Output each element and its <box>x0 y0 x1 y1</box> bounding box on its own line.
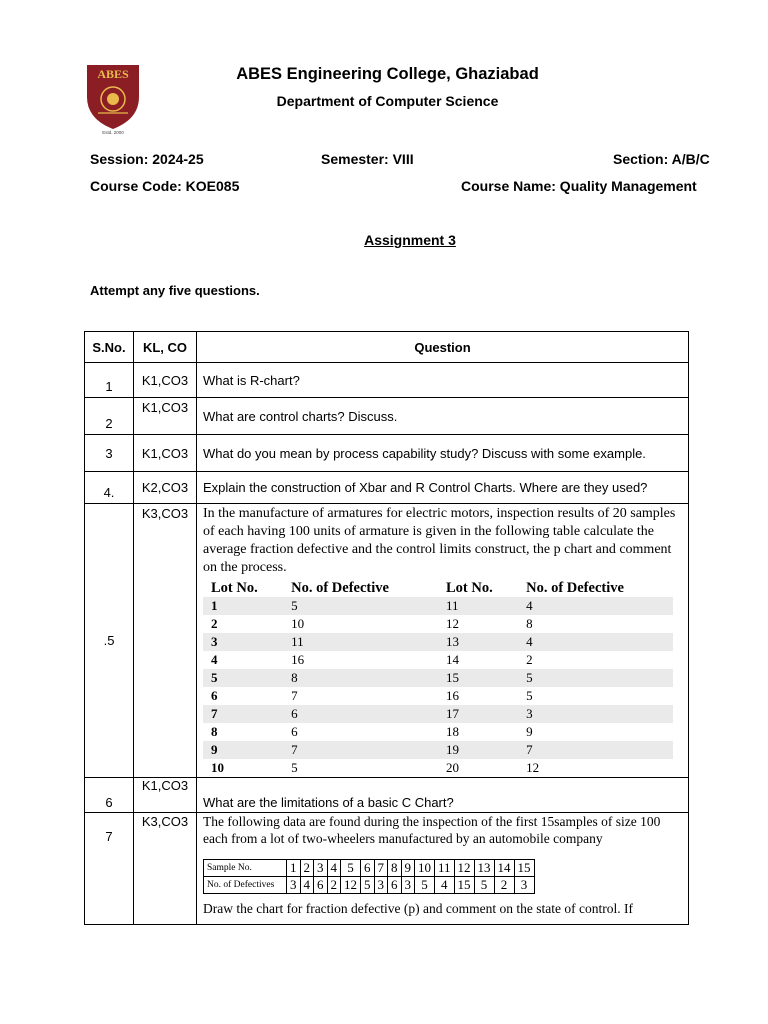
row-question: What are the limitations of a basic C Chart? <box>197 778 689 813</box>
lot-header: Lot No. <box>445 579 493 596</box>
sample-cell: 10 <box>415 860 435 877</box>
lot-cell: 17 <box>438 705 518 723</box>
lot-cell: 15 <box>438 669 518 687</box>
lot-cell: 4 <box>518 633 673 651</box>
lot-row <box>203 687 673 705</box>
defectives-cell: 5 <box>361 877 375 894</box>
row-sno: 4. <box>85 472 134 504</box>
sample-cell: 6 <box>361 860 375 877</box>
row-sno: .5 <box>85 504 134 778</box>
college-name: ABES Engineering College, Ghaziabad <box>236 65 539 83</box>
lot-cell: 7 <box>283 741 438 759</box>
lot-row <box>203 615 673 633</box>
sample-row <box>204 860 535 877</box>
lot-cell: 18 <box>445 724 459 739</box>
lot-cell: 1 <box>203 597 283 615</box>
lot-cell: 9 <box>526 724 533 739</box>
sample-cell: 12 <box>454 860 474 877</box>
lot-cell: 5 <box>203 669 283 687</box>
table-row <box>85 472 689 504</box>
row-klco: K1,CO3 <box>134 778 197 813</box>
row-question-tail: Draw the chart for fraction defective (p) and comment on the state of control. If <box>203 901 633 916</box>
table-row <box>85 778 689 813</box>
table-header-row <box>85 332 689 363</box>
sample-cell: 1 <box>287 860 301 877</box>
row-question-cell <box>197 813 689 925</box>
row-klco: K2,CO3 <box>134 472 197 504</box>
lot-cell: 8 <box>283 669 438 687</box>
sample-cell: 9 <box>401 860 415 877</box>
lot-cell: 13 <box>438 633 518 651</box>
lot-cell: 2 <box>526 652 533 667</box>
defectives-cell: 3 <box>287 877 301 894</box>
sample-cell: 8 <box>388 860 402 877</box>
lot-row <box>203 669 673 687</box>
row-klco: K1,CO3 <box>134 398 197 435</box>
course-code: Course Code: KOE085 <box>90 178 240 194</box>
sample-cell: 3 <box>314 860 328 877</box>
defectives-cell: 4 <box>435 877 455 894</box>
row-question: In the manufacture of armatures for electric motors, inspection results of 20 samples of each having 100 units of armature is given in the following table calculate the average fraction defective and the control limits construct, the p chart and comment on the process. <box>203 506 676 575</box>
lot-cell: 4 <box>518 597 673 615</box>
row-sno: 7 <box>85 813 134 925</box>
table-row <box>85 363 689 398</box>
lot-cell: 12 <box>445 616 459 631</box>
table-row <box>85 504 689 778</box>
lot-cell: 4 <box>211 652 218 667</box>
logo-text: ABES <box>97 67 129 81</box>
lot-cell: 11 <box>438 597 518 615</box>
row-question: The following data are found during the inspection of the first 15samples of size 100 each from a lot of two-wheelers manufactured by an automobile company <box>203 814 661 846</box>
course-name: Course Name: Quality Management <box>461 178 697 194</box>
sample-cell: 11 <box>435 860 455 877</box>
lot-cell: 19 <box>438 741 518 759</box>
lot-cell: 14 <box>445 652 459 667</box>
lot-row <box>203 633 673 651</box>
assignment-title: Assignment 3 <box>364 232 456 248</box>
logo-estd: Estd. 2000 <box>102 130 124 135</box>
lot-cell: 3 <box>518 705 673 723</box>
row-question: What is R-chart? <box>197 363 689 398</box>
lot-cell: 7 <box>291 688 298 703</box>
lot-cell: 20 <box>445 760 459 775</box>
sample-cell: 5 <box>341 860 361 877</box>
lot-cell: 10 <box>291 616 305 631</box>
defectives-cell: 6 <box>388 877 402 894</box>
lot-cell: 3 <box>203 633 283 651</box>
lot-cell: 16 <box>445 688 459 703</box>
lot-row <box>203 741 673 759</box>
row-question: What do you mean by process capability study? Discuss with some example. <box>197 435 689 472</box>
defectives-cell: 15 <box>454 877 474 894</box>
lot-row <box>203 723 673 741</box>
defectives-cell: 5 <box>474 877 494 894</box>
row-question: What are control charts? Discuss. <box>197 398 689 435</box>
defectives-cell: 12 <box>341 877 361 894</box>
header-question: Question <box>197 332 689 363</box>
row-sno: 3 <box>85 435 134 472</box>
defectives-label: No. of Defectives <box>204 877 287 894</box>
table-row <box>85 435 689 472</box>
sample-cell: 4 <box>327 860 341 877</box>
lot-row <box>203 651 673 669</box>
header-sno: S.No. <box>85 332 134 363</box>
lot-row <box>203 705 673 723</box>
table-row <box>85 398 689 435</box>
sample-cell: 7 <box>374 860 388 877</box>
row-klco: K3,CO3 <box>134 813 197 925</box>
sample-cell: 14 <box>494 860 514 877</box>
table-row <box>85 813 689 925</box>
defectives-cell: 3 <box>374 877 388 894</box>
lot-cell: 5 <box>518 669 673 687</box>
semester: Semester: VIII <box>321 151 414 167</box>
lot-header: Lot No. <box>211 579 258 596</box>
lot-table-header <box>203 579 673 597</box>
defectives-cell: 5 <box>415 877 435 894</box>
defectives-cell: 3 <box>514 877 534 894</box>
defectives-cell: 2 <box>494 877 514 894</box>
lot-header: No. of Defective <box>291 579 389 596</box>
lot-cell: 2 <box>211 616 218 631</box>
session: Session: 2024-25 <box>90 151 204 167</box>
row-sno: 2 <box>85 398 134 435</box>
row-klco: K3,CO3 <box>134 504 197 778</box>
lot-cell: 6 <box>211 688 218 703</box>
lot-cell: 5 <box>526 688 533 703</box>
lot-cell: 8 <box>211 724 218 739</box>
lot-header: No. of Defective <box>526 579 624 596</box>
sample-defectives-table <box>203 859 535 894</box>
sample-cell: 13 <box>474 860 494 877</box>
lot-cell: 10 <box>211 760 224 775</box>
row-question: Explain the construction of Xbar and R Control Charts. Where are they used? <box>197 472 689 504</box>
row-question-cell <box>197 504 689 778</box>
instruction: Attempt any five questions. <box>90 283 260 298</box>
sample-cell: 2 <box>300 860 314 877</box>
lot-cell: 8 <box>526 616 533 631</box>
lot-cell: 16 <box>291 652 305 667</box>
row-klco: K1,CO3 <box>134 363 197 398</box>
lot-row <box>203 597 673 615</box>
defectives-cell: 2 <box>327 877 341 894</box>
questions-table <box>84 331 689 925</box>
lot-defects-table <box>203 579 673 777</box>
defectives-cell: 6 <box>314 877 328 894</box>
defectives-cell: 4 <box>300 877 314 894</box>
lot-cell: 7 <box>203 705 283 723</box>
header-klco: KL, CO <box>134 332 197 363</box>
sample-label: Sample No. <box>204 860 287 877</box>
row-klco: K1,CO3 <box>134 435 197 472</box>
lot-cell: 11 <box>283 633 438 651</box>
lot-row <box>203 759 673 777</box>
section: Section: A/B/C <box>613 151 710 167</box>
lot-cell: 7 <box>518 741 673 759</box>
sample-cell: 15 <box>514 860 534 877</box>
department-name: Department of Computer Science <box>276 93 499 109</box>
lot-cell: 12 <box>526 760 540 775</box>
lot-cell: 6 <box>291 724 298 739</box>
lot-cell: 6 <box>283 705 438 723</box>
defectives-row <box>204 877 535 894</box>
row-sno: 6 <box>85 778 134 813</box>
defectives-cell: 3 <box>401 877 415 894</box>
lot-cell: 5 <box>283 597 438 615</box>
row-sno: 1 <box>85 363 134 398</box>
lot-cell: 5 <box>291 760 298 775</box>
lot-cell: 9 <box>203 741 283 759</box>
